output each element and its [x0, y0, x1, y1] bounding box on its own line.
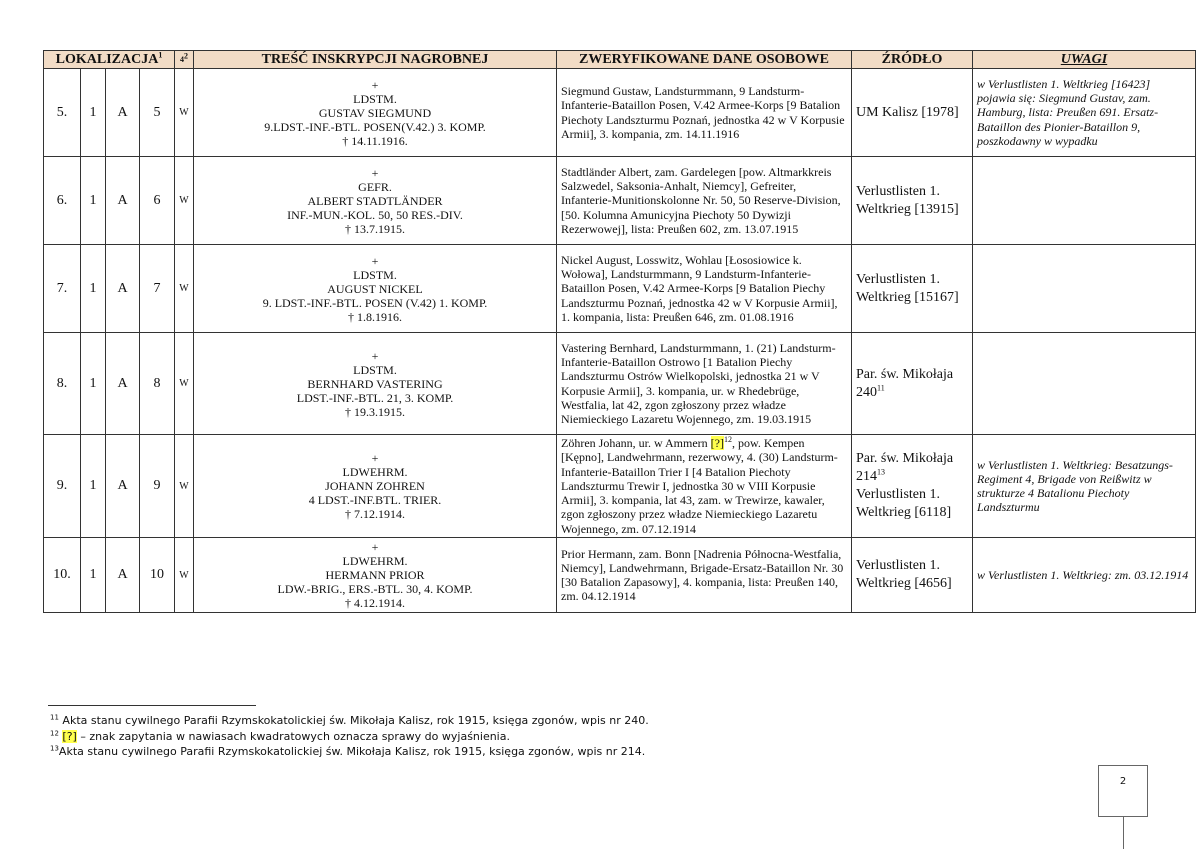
inscription-line: GUSTAV SIEGMUND — [318, 105, 432, 120]
inscription-line: GEFR. — [358, 179, 392, 194]
source: Par. św. Mikołaja $240^{11}$ — [852, 333, 973, 435]
page-number: 2 — [1119, 776, 1127, 787]
row-loc-a: 1 — [81, 538, 106, 613]
row-loc-c: 10 — [140, 538, 175, 613]
row-loc-b: A — [106, 333, 140, 435]
inscription-line: HERMANN PRIOR — [325, 568, 425, 582]
inscription-line: † 1.8.1916. — [348, 309, 402, 324]
inscription-line: LDSTM. — [353, 362, 397, 377]
notes — [973, 157, 1196, 245]
row-loc-c: 8 — [140, 333, 175, 435]
inscription — [194, 435, 557, 538]
inscription-line: + — [371, 540, 379, 554]
inscription-line: + — [371, 165, 379, 180]
row-loc-b: A — [106, 538, 140, 613]
row-loc-a: 1 — [81, 245, 106, 333]
table-row — [44, 333, 1196, 435]
row-loc-c: 6 — [140, 157, 175, 245]
row-col4: W — [175, 69, 194, 157]
inscription-line: + — [371, 451, 379, 465]
inscription-line: † 7.12.1914. — [345, 507, 405, 521]
row-loc-c: 9 — [140, 435, 175, 538]
row-loc-b: A — [106, 157, 140, 245]
row-col4: W — [175, 538, 194, 613]
inscription-line: 4 LDST.-INF.BTL. TRIER. — [308, 493, 442, 507]
page-number-stem — [1123, 816, 1124, 849]
row-number: 5. — [44, 69, 81, 157]
row-loc-a: 1 — [81, 69, 106, 157]
register-table — [43, 50, 1196, 613]
table-row — [44, 69, 1196, 157]
inscription-line: 9. LDST.-INF.-BTL. POSEN (V.42) 1. KOMP. — [262, 295, 488, 310]
inscription — [194, 538, 557, 613]
inscription-line: + — [371, 253, 379, 268]
row-col4: W — [175, 435, 194, 538]
inscription — [194, 69, 557, 157]
inscription-line: ALBERT STADTLÄNDER — [307, 193, 443, 208]
notes: w Verlustlisten 1. Weltkrieg: zm. 03.12.1914 — [973, 538, 1196, 613]
verified-data: Stadtländer Albert, zam. Gardelegen [pow. Altmarkkreis Salzwedel, Saksonia-Anhalt, Niemcy], Gefreiter, Infanterie-Munitionskolonne Nr. 50, 50 Reserve-Division, [50. Kolumna Amunicyjna Piechoty 50 Dywizji Rezerwowej], lista: Preußen 602, zm. 13.07.1915 — [557, 157, 852, 245]
row-number: 7. — [44, 245, 81, 333]
source: Verlustlisten 1. Weltkrieg [13915] — [852, 157, 973, 245]
notes: w Verlustlisten 1. Weltkrieg [16423] pojawia się: Siegmund Gustav, zam. Hamburg, lista: Preußen 691. Ersatz-Bataillon des Pionier-Bataillon 9, poszkodawny w wypadku — [973, 69, 1196, 157]
footnote-separator — [48, 705, 256, 706]
inscription-line: LDSTM. — [353, 91, 397, 106]
inscription-line: † 13.7.1915. — [345, 221, 405, 236]
table-row — [44, 245, 1196, 333]
row-number: 9. — [44, 435, 81, 538]
row-loc-b: A — [106, 245, 140, 333]
inscription-line: + — [371, 77, 379, 92]
page-number-box — [1098, 765, 1148, 817]
inscription-line: LDWEHRM. — [342, 554, 408, 568]
inscription — [194, 333, 557, 435]
row-col4: W — [175, 157, 194, 245]
header-tresc: TREŚĆ INSKRYPCJI NAGROBNEJ — [194, 51, 557, 69]
notes — [973, 245, 1196, 333]
verified-data: Siegmund Gustaw, Landsturmmann, 9 Landsturm-Infanterie-Bataillon Posen, V.42 Armee-Korps [9 Batalion Piechoty Landszturmu Poznań, jednostka 42 w V Korpusie Armii], 3. kompania, zm. 14.11.1916 — [557, 69, 852, 157]
row-col4: W — [175, 245, 194, 333]
inscription-line: INF.-MUN.-KOL. 50, 50 RES.-DIV. — [287, 207, 463, 222]
inscription-line: LDW.-BRIG., ERS.-BTL. 30, 4. KOMP. — [277, 582, 473, 596]
inscription-line: LDSTM. — [353, 267, 397, 282]
inscription — [194, 245, 557, 333]
header-row — [44, 51, 1196, 69]
inscription-line: + — [371, 348, 379, 363]
row-loc-a: 1 — [81, 435, 106, 538]
source: Verlustlisten 1. Weltkrieg [15167] — [852, 245, 973, 333]
row-loc-a: 1 — [81, 333, 106, 435]
inscription — [194, 157, 557, 245]
footnote-12: $^{12}$ [?] – znak zapytania w nawiasach kwadratowych oznacza sprawy do wyjaśnienia. — [50, 729, 510, 743]
footnote-13: $^{13}$Akta stanu cywilnego Parafii Rzymskokatolickiej św. Mikołaja Kalisz, rok 1915, księga zgonów, wpis nr 214. — [50, 744, 646, 758]
inscription-line: BERNHARD VASTERING — [307, 376, 443, 391]
table-row — [44, 538, 1196, 613]
footnote-11: $^{11}$ Akta stanu cywilnego Parafii Rzymskokatolickiej św. Mikołaja Kalisz, rok 1915, księga zgonów, wpis nr 240. — [50, 713, 649, 727]
inscription-line: 9.LDST.-INF.-BTL. POSEN(V.42.) 3. KOMP. — [264, 119, 486, 134]
source: UM Kalisz [1978] — [852, 69, 973, 157]
row-loc-c: 7 — [140, 245, 175, 333]
verified-data: Prior Hermann, zam. Bonn [Nadrenia Północna-Westfalia, Niemcy], Landwehrmann, Brigade-Ersatz-Bataillon Nr. 30 [30 Batalion Zapasowy], 4. kompania, lista: Preußen 140, zm. 04.12.1914 — [557, 538, 852, 613]
header-zrodlo: ŹRÓDŁO — [852, 51, 973, 69]
inscription-line: LDWEHRM. — [342, 465, 408, 479]
row-col4: W — [175, 333, 194, 435]
header-col4: $4^2$ — [175, 51, 194, 69]
row-loc-b: A — [106, 69, 140, 157]
verified-data: Zöhren Johann, ur. w Ammern [?]$^{12}$, pow. Kempen [Kępno], Landwehrmann, rezerwowy, 4. (30) Landsturm-Infanterie-Bataillon Trier I [4 Batalion Piechoty Landszturmu Trewir I, jednostka 30 w VIII Korpusie Armii], 3. kompania, lat 43, zam. w Trewirze, kawaler, zgon zgłoszony przez władze Niemieckiego Lazaretu Wojennego, zm. 07.12.1914 — [557, 435, 852, 538]
row-loc-b: A — [106, 435, 140, 538]
row-number: 10. — [44, 538, 81, 613]
table-row — [44, 435, 1196, 538]
row-loc-c: 5 — [140, 69, 175, 157]
verified-data: Nickel August, Losswitz, Wohlau [Łososiowice k. Wołowa], Landsturmmann, 9 Landsturm-Infanterie-Bataillon Posen, V.42 Armee-Korps [9 Batalion Piechy Landszturmu Poznań, jednostka 42 w V Korpusie Armii], 1. kompania, lista: Preußen 646, zm. 01.08.1916 — [557, 245, 852, 333]
inscription-line: † 19.3.1915. — [345, 404, 405, 419]
header-uwagi: UWAGI — [973, 51, 1196, 69]
header-dane: ZWERYFIKOWANE DANE OSOBOWE — [557, 51, 852, 69]
inscription-line: JOHANN ZOHREN — [325, 479, 425, 493]
table-row — [44, 157, 1196, 245]
verified-data: Vastering Bernhard, Landsturmmann, 1. (21) Landsturm-Infanterie-Bataillon Ostrowo [1 Batalion Piechy Landszturmu Ostrów Wielkopolski, jednostka 21 w V Korpusie Armii], 3. kompania, ur. w Rhedebrüge, Westfalia, lat 42, zgon zgłoszony przez władze Niemieckiego Lazaretu Wojennego, zm. 19.03.1915 — [557, 333, 852, 435]
notes — [973, 333, 1196, 435]
header-lokalizacja: LOKALIZACJA$^1$ — [44, 51, 175, 69]
row-number: 8. — [44, 333, 81, 435]
source: Par. św. Mikołaja $214^{13}$ Verlustlisten 1. Weltkrieg [6118] — [852, 435, 973, 538]
source: Verlustlisten 1. Weltkrieg [4656] — [852, 538, 973, 613]
inscription-line: † 4.12.1914. — [345, 596, 405, 610]
inscription-line: LDST.-INF.-BTL. 21, 3. KOMP. — [296, 390, 454, 405]
row-loc-a: 1 — [81, 157, 106, 245]
notes: w Verlustlisten 1. Weltkrieg: Besatzungs-Regiment 4, Brigade von Reißwitz w strukturze 4 Batalionu Piechoty Landszturmu — [973, 435, 1196, 538]
inscription-line: AUGUST NICKEL — [327, 281, 423, 296]
row-number: 6. — [44, 157, 81, 245]
inscription-line: † 14.11.1916. — [342, 133, 408, 148]
query-marker: [?] — [710, 436, 724, 451]
